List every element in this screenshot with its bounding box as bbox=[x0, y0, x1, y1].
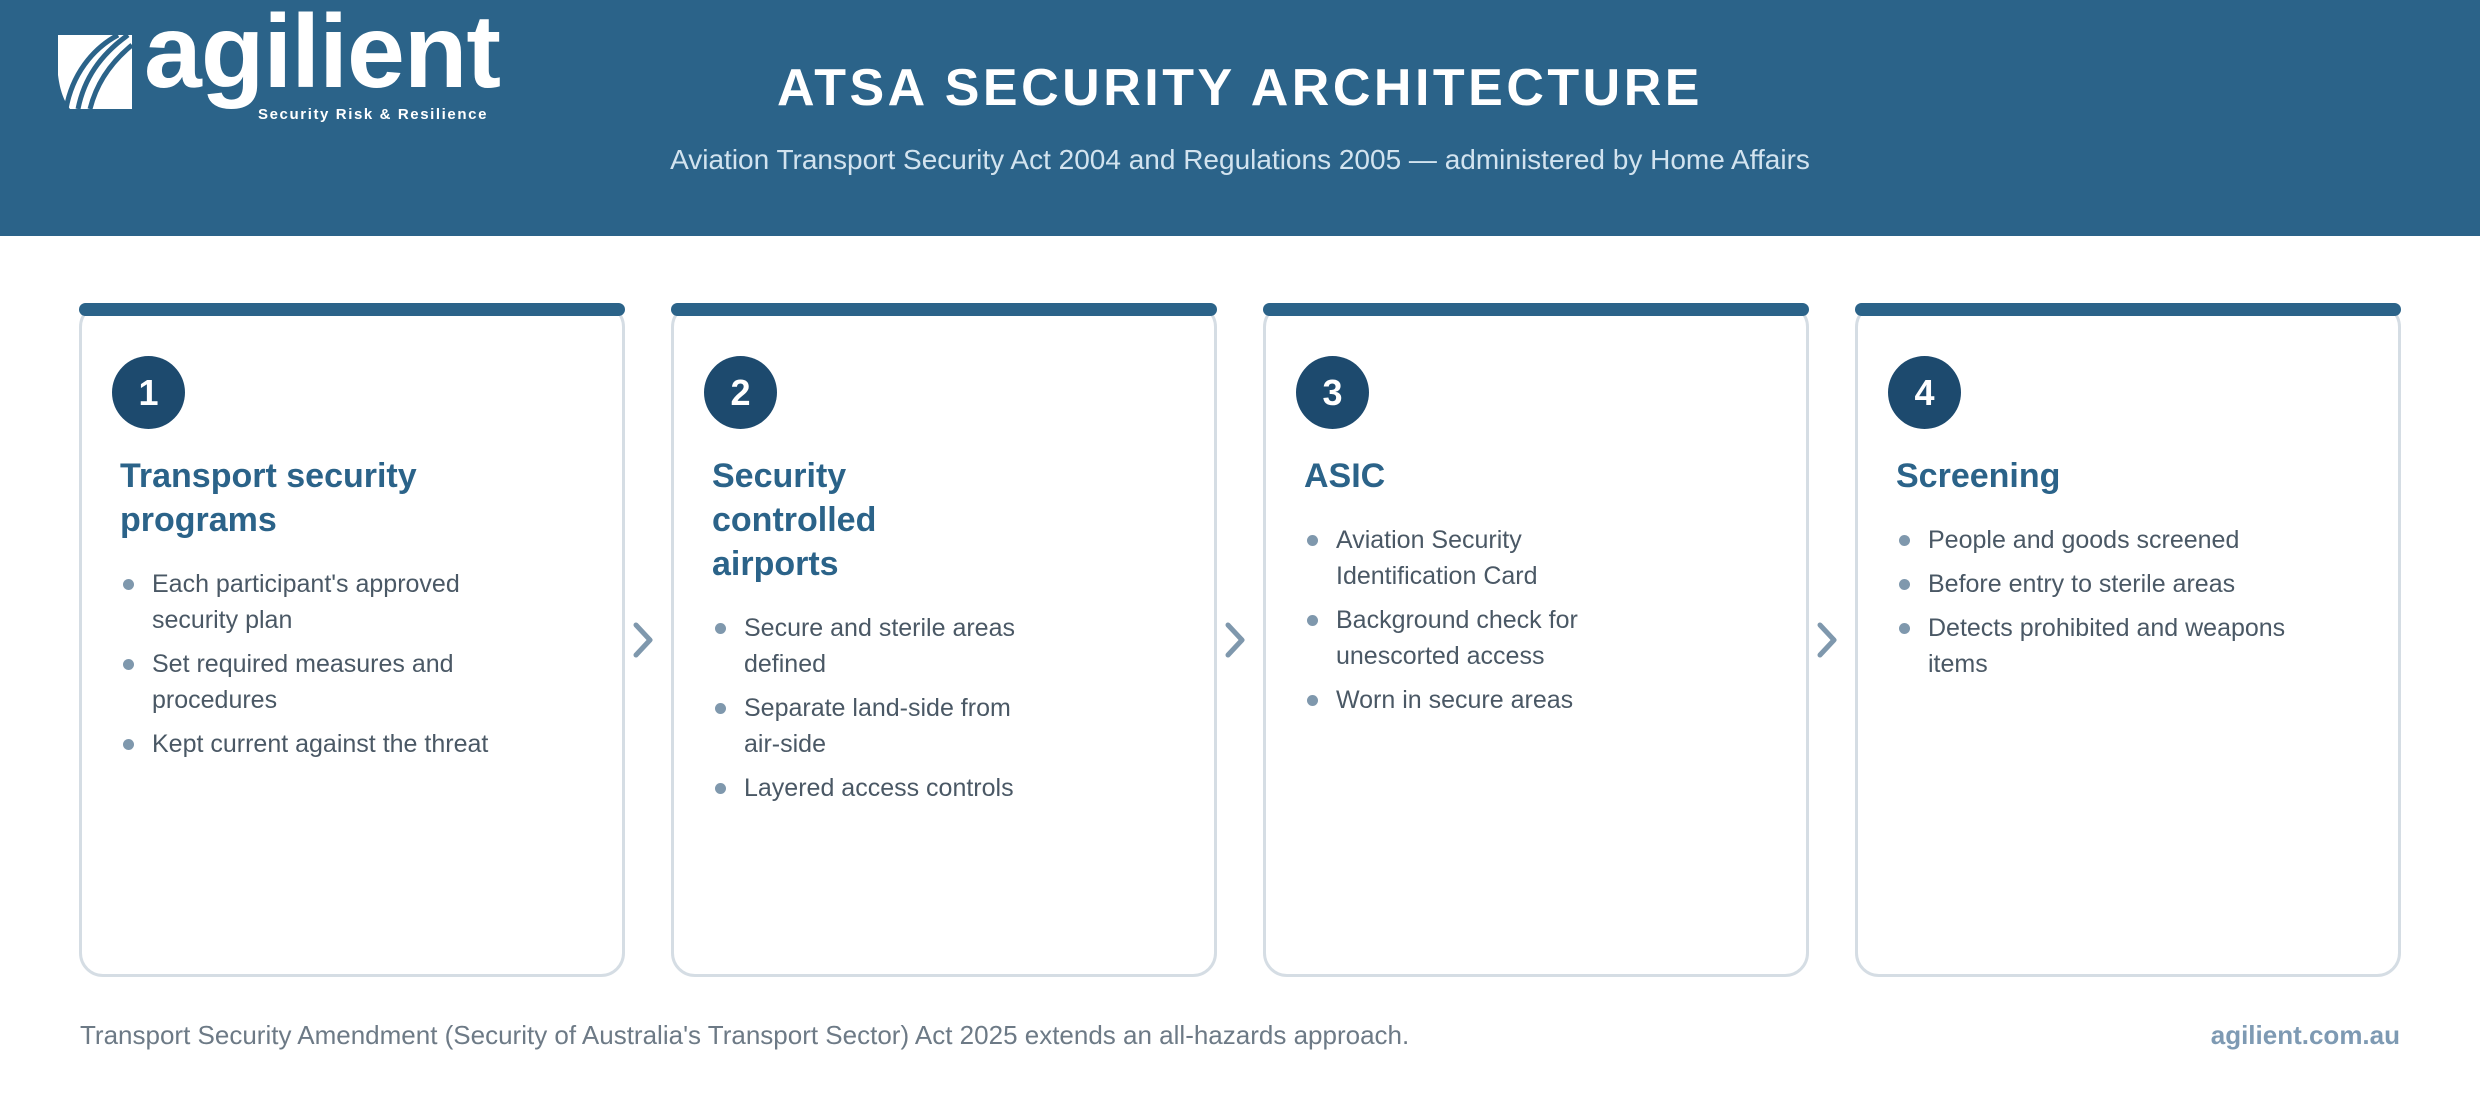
bullet-dot-icon bbox=[1899, 535, 1910, 546]
list-item: Before entry to sterile areas bbox=[1896, 566, 2316, 602]
list-item: Kept current against the threat bbox=[120, 726, 490, 762]
step-number-badge: 2 bbox=[704, 356, 777, 429]
card-accent-bar bbox=[1263, 303, 1809, 316]
header-banner bbox=[0, 0, 2480, 236]
page-subtitle: Aviation Transport Security Act 2004 and Regulations 2005 — administered by Home Affairs bbox=[670, 144, 1810, 175]
card-accent-bar bbox=[1855, 303, 2401, 316]
logo-tagline: Security Risk & Resilience bbox=[258, 106, 489, 123]
bullet-dot-icon bbox=[1307, 535, 1318, 546]
list-item: Each participant's approved security plan bbox=[120, 566, 490, 638]
bullet-dot-icon bbox=[123, 579, 134, 590]
step-title: ASIC bbox=[1304, 457, 1386, 495]
step-number-badge: 4 bbox=[1888, 356, 1961, 429]
chevron-right-icon bbox=[1224, 622, 1248, 658]
step-card-2 bbox=[671, 303, 1217, 977]
list-item: Background check for unescorted access bbox=[1304, 602, 1624, 674]
list-item: Secure and sterile areas defined bbox=[712, 610, 1042, 682]
bullet-dot-icon bbox=[123, 659, 134, 670]
bullet-dot-icon bbox=[1899, 579, 1910, 590]
bullet-dot-icon bbox=[1899, 623, 1910, 634]
logo-wordmark: agilient bbox=[144, 0, 501, 110]
list-item: People and goods screened bbox=[1896, 522, 2316, 558]
bullet-dot-icon bbox=[715, 783, 726, 794]
step-card-1 bbox=[79, 303, 625, 977]
step-title: Transport security programs bbox=[120, 457, 417, 539]
bullet-dot-icon bbox=[1307, 615, 1318, 626]
bullet-dot-icon bbox=[123, 739, 134, 750]
step-bullet-list bbox=[1304, 522, 1624, 726]
list-item: Aviation Security Identification Card bbox=[1304, 522, 1624, 594]
step-number-badge: 3 bbox=[1296, 356, 1369, 429]
page-title: ATSA SECURITY ARCHITECTURE bbox=[777, 59, 1703, 117]
chevron-right-icon bbox=[632, 622, 656, 658]
card-accent-bar bbox=[671, 303, 1217, 316]
step-bullet-list bbox=[120, 566, 490, 770]
step-number-badge: 1 bbox=[112, 356, 185, 429]
step-card-4 bbox=[1855, 303, 2401, 977]
step-card-3 bbox=[1263, 303, 1809, 977]
step-title: Security controlled airports bbox=[712, 457, 877, 583]
bullet-dot-icon bbox=[715, 623, 726, 634]
list-item: Worn in secure areas bbox=[1304, 682, 1624, 718]
card-accent-bar bbox=[79, 303, 625, 316]
footer-website-link[interactable]: agilient.com.au bbox=[2210, 1020, 2400, 1050]
bullet-dot-icon bbox=[715, 703, 726, 714]
chevron-right-icon bbox=[1816, 622, 1840, 658]
step-bullet-list bbox=[1896, 522, 2316, 690]
list-item: Detects prohibited and weapons items bbox=[1896, 610, 2316, 682]
bullet-dot-icon bbox=[1307, 695, 1318, 706]
step-title: Screening bbox=[1896, 457, 2061, 495]
list-item: Layered access controls bbox=[712, 770, 1042, 806]
footer-note: Transport Security Amendment (Security of Australia's Transport Sector) Act 2025 extends an all-hazards approach. bbox=[80, 1020, 1410, 1050]
step-bullet-list bbox=[712, 610, 1042, 814]
list-item: Separate land-side from air-side bbox=[712, 690, 1042, 762]
list-item: Set required measures and procedures bbox=[120, 646, 490, 718]
